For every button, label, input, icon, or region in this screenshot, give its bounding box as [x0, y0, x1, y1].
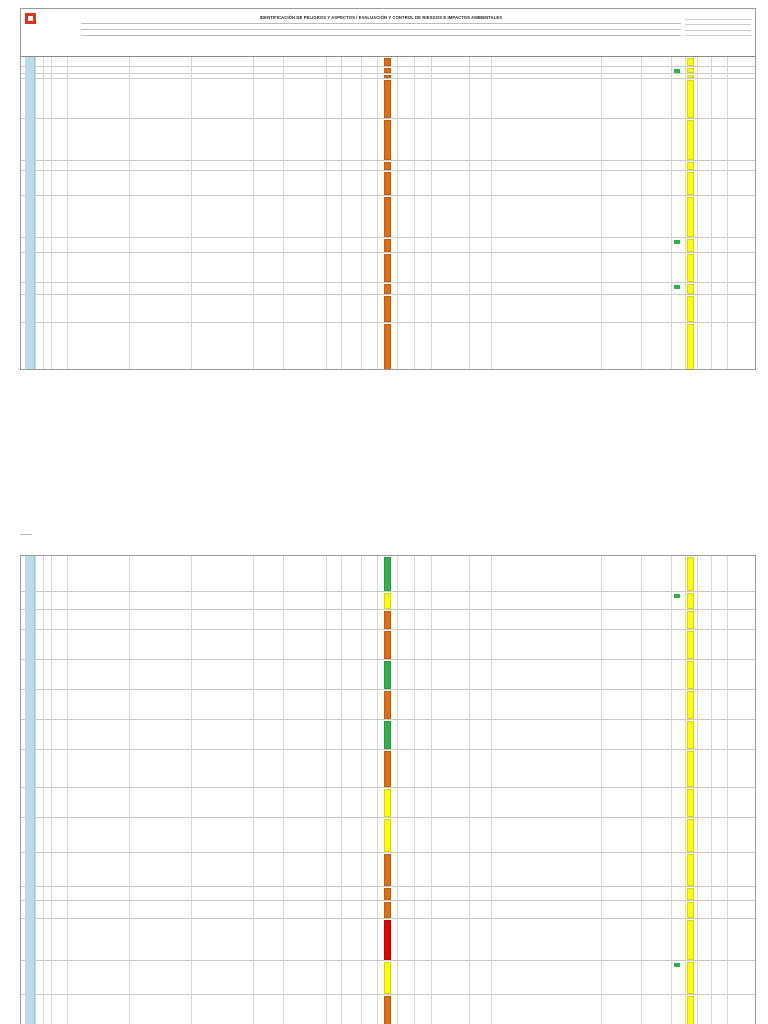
table-row — [21, 283, 755, 295]
column-divider — [491, 556, 492, 1024]
table-row — [21, 961, 755, 995]
control-mark — [674, 240, 680, 244]
risk-level-cell — [384, 80, 391, 118]
control-mark — [674, 963, 680, 967]
column-divider — [711, 556, 712, 1024]
residual-risk-cell — [687, 819, 694, 852]
risk-level-cell — [384, 888, 391, 900]
column-divider — [43, 57, 44, 370]
column-divider — [361, 57, 362, 370]
form-page-1 — [20, 8, 756, 370]
table-row — [21, 630, 755, 660]
residual-risk-cell — [687, 239, 694, 252]
residual-risk-cell — [687, 80, 694, 118]
column-divider — [253, 57, 254, 370]
risk-level-cell — [384, 996, 391, 1024]
column-divider — [685, 556, 686, 1024]
residual-risk-cell — [687, 996, 694, 1024]
residual-risk-cell — [687, 920, 694, 960]
risk-level-cell — [384, 631, 391, 659]
table-row — [21, 295, 755, 323]
risk-level-cell — [384, 284, 391, 294]
residual-risk-cell — [687, 593, 694, 609]
column-divider — [35, 57, 36, 370]
column-divider — [727, 556, 728, 1024]
control-mark — [674, 285, 680, 289]
residual-risk-cell — [687, 284, 694, 294]
column-divider — [601, 556, 602, 1024]
column-divider — [711, 57, 712, 370]
residual-risk-cell — [687, 902, 694, 918]
column-divider — [283, 556, 284, 1024]
risk-level-cell — [384, 854, 391, 886]
column-divider — [191, 57, 192, 370]
column-divider — [67, 556, 68, 1024]
table-row — [21, 57, 755, 67]
column-divider — [67, 57, 68, 370]
risk-level-cell — [384, 68, 391, 73]
table-row — [21, 79, 755, 119]
risk-level-cell — [384, 920, 391, 960]
residual-risk-cell — [687, 888, 694, 900]
column-divider — [326, 556, 327, 1024]
table-row — [21, 323, 755, 370]
residual-risk-cell — [687, 854, 694, 886]
risk-level-cell — [384, 902, 391, 918]
document-meta — [685, 14, 751, 32]
residual-risk-cell — [687, 254, 694, 282]
risk-level-cell — [384, 721, 391, 749]
risk-level-cell — [384, 254, 391, 282]
risk-level-cell — [384, 172, 391, 195]
table-row — [21, 720, 755, 750]
risk-level-cell — [384, 58, 391, 66]
table-row — [21, 253, 755, 283]
company-logo — [25, 13, 77, 35]
column-divider — [253, 556, 254, 1024]
column-divider — [397, 556, 398, 1024]
risk-level-cell — [384, 593, 391, 609]
residual-risk-cell — [687, 162, 694, 170]
residual-risk-cell — [687, 789, 694, 817]
residual-risk-cell — [687, 75, 694, 78]
table-row — [21, 660, 755, 690]
column-divider — [491, 57, 492, 370]
residual-risk-cell — [687, 721, 694, 749]
column-divider — [341, 556, 342, 1024]
residual-risk-cell — [687, 172, 694, 195]
column-divider — [601, 57, 602, 370]
column-divider — [685, 57, 686, 370]
column-divider — [641, 556, 642, 1024]
document-title: IDENTIFICACIÓN DE PELIGROS Y ASPECTOS / EVALUACIÓN Y CONTROL DE RIESGOS E IMPACTOS AMBIENTALES — [259, 15, 503, 20]
page-separator — [20, 534, 32, 535]
table-row — [21, 919, 755, 961]
column-divider — [671, 57, 672, 370]
column-divider — [431, 556, 432, 1024]
meta-row — [685, 31, 751, 37]
table-row — [21, 750, 755, 788]
process-sideband — [25, 556, 35, 1024]
column-divider — [414, 57, 415, 370]
column-divider — [671, 556, 672, 1024]
form-page-2 — [20, 555, 756, 1024]
risk-level-cell — [384, 962, 391, 994]
residual-risk-cell — [687, 120, 694, 160]
column-divider — [469, 556, 470, 1024]
table-row — [21, 238, 755, 253]
table-row — [21, 592, 755, 610]
column-divider — [43, 556, 44, 1024]
table-row — [21, 853, 755, 887]
risk-level-cell — [384, 661, 391, 689]
residual-risk-cell — [687, 661, 694, 689]
column-divider — [129, 556, 130, 1024]
column-divider — [283, 57, 284, 370]
column-divider — [469, 57, 470, 370]
column-divider — [51, 57, 52, 370]
risk-level-cell — [384, 691, 391, 719]
risk-level-cell — [384, 162, 391, 170]
residual-risk-cell — [687, 324, 694, 370]
residual-risk-cell — [687, 296, 694, 322]
table-row — [21, 171, 755, 196]
risk-level-cell — [384, 324, 391, 370]
column-divider — [727, 57, 728, 370]
risk-level-cell — [384, 819, 391, 852]
table-row — [21, 788, 755, 818]
control-mark — [674, 69, 680, 73]
table-row — [21, 556, 755, 592]
column-divider — [377, 556, 378, 1024]
residual-risk-cell — [687, 197, 694, 237]
table-row — [21, 818, 755, 853]
table-row — [21, 196, 755, 238]
process-sideband — [25, 57, 35, 370]
risk-level-cell — [384, 120, 391, 160]
residual-risk-cell — [687, 751, 694, 787]
column-divider — [35, 556, 36, 1024]
risk-level-cell — [384, 197, 391, 237]
column-divider — [414, 556, 415, 1024]
column-divider — [697, 556, 698, 1024]
residual-risk-cell — [687, 611, 694, 629]
table-row — [21, 610, 755, 630]
table-row — [21, 901, 755, 919]
risk-level-cell — [384, 611, 391, 629]
risk-level-cell — [384, 789, 391, 817]
column-divider — [341, 57, 342, 370]
table-row — [21, 887, 755, 901]
residual-risk-cell — [687, 631, 694, 659]
column-divider — [191, 556, 192, 1024]
risk-level-cell — [384, 239, 391, 252]
column-divider — [697, 57, 698, 370]
column-divider — [377, 57, 378, 370]
residual-risk-cell — [687, 68, 694, 73]
residual-risk-cell — [687, 691, 694, 719]
form-header — [21, 9, 755, 57]
table-row — [21, 119, 755, 161]
residual-risk-cell — [687, 58, 694, 66]
table-row — [21, 690, 755, 720]
table-row — [21, 67, 755, 74]
control-mark — [674, 594, 680, 598]
risk-level-cell — [384, 557, 391, 591]
column-divider — [641, 57, 642, 370]
risk-level-cell — [384, 75, 391, 78]
risk-level-cell — [384, 751, 391, 787]
column-divider — [397, 57, 398, 370]
column-divider — [129, 57, 130, 370]
column-divider — [326, 57, 327, 370]
table-row — [21, 161, 755, 171]
column-divider — [51, 556, 52, 1024]
residual-risk-cell — [687, 557, 694, 591]
residual-risk-cell — [687, 962, 694, 994]
table-row — [21, 995, 755, 1024]
column-divider — [361, 556, 362, 1024]
risk-level-cell — [384, 296, 391, 322]
column-divider — [431, 57, 432, 370]
